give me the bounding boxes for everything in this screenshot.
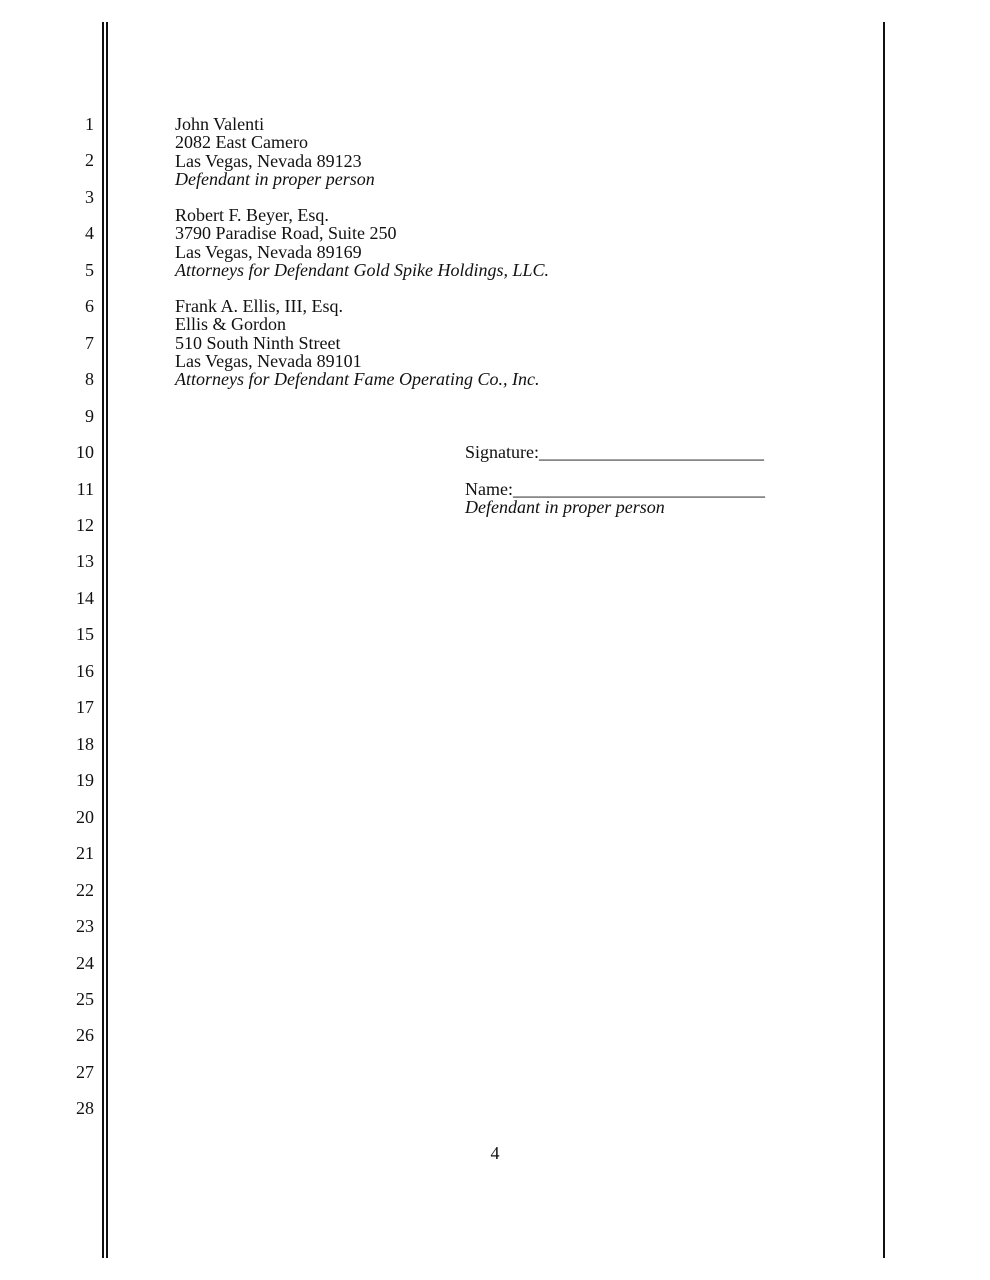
page-number: 4 bbox=[490, 1143, 500, 1163]
party-address-line: 510 South Ninth Street bbox=[175, 332, 341, 353]
party-address-line: Las Vegas, Nevada 89123 bbox=[175, 150, 362, 171]
line-number: 9 bbox=[85, 406, 94, 426]
line-number: 10 bbox=[76, 442, 94, 462]
line-number: 13 bbox=[76, 551, 94, 571]
party-name: Frank A. Ellis, III, Esq. bbox=[175, 296, 343, 316]
line-number: 2 bbox=[85, 150, 94, 170]
line-number: 21 bbox=[76, 843, 94, 863]
line-number: 4 bbox=[85, 223, 94, 243]
party-address-line: Las Vegas, Nevada 89169 bbox=[175, 241, 362, 262]
line-number: 11 bbox=[76, 479, 94, 499]
right-margin-rule bbox=[883, 22, 885, 1258]
line-number: 3 bbox=[85, 187, 94, 207]
left-margin-rule-inner bbox=[106, 22, 108, 1258]
line-number: 25 bbox=[76, 989, 94, 1009]
signature-line[interactable]: Signature:_________________________ bbox=[465, 442, 764, 462]
line-number: 12 bbox=[76, 515, 94, 535]
party-address-line: 2082 East Camero bbox=[175, 132, 308, 153]
line-number: 20 bbox=[76, 807, 94, 827]
line-number: 28 bbox=[76, 1098, 94, 1118]
party-firm: Ellis & Gordon bbox=[175, 314, 286, 335]
line-number: 18 bbox=[76, 734, 94, 754]
line-number: 6 bbox=[85, 296, 94, 316]
left-margin-rule-outer bbox=[102, 22, 104, 1258]
line-number: 23 bbox=[76, 916, 94, 936]
line-number: 17 bbox=[76, 697, 94, 717]
signer-role: Defendant in proper person bbox=[465, 497, 665, 517]
line-number: 15 bbox=[76, 624, 94, 644]
line-number: 14 bbox=[76, 588, 94, 608]
line-number: 5 bbox=[85, 260, 94, 280]
party-role: Attorneys for Defendant Gold Spike Holdings, LLC. bbox=[175, 259, 549, 280]
party-address-line: Las Vegas, Nevada 89101 bbox=[175, 350, 362, 371]
party-name: John Valenti bbox=[175, 114, 265, 134]
party-role: Attorneys for Defendant Fame Operating Co., Inc. bbox=[175, 369, 540, 390]
party-block-ellis bbox=[175, 297, 539, 388]
party-block-beyer bbox=[175, 206, 549, 279]
party-address-line: 3790 Paradise Road, Suite 250 bbox=[175, 223, 397, 244]
party-role: Defendant in proper person bbox=[175, 168, 375, 189]
line-number: 19 bbox=[76, 770, 94, 790]
line-number: 8 bbox=[85, 369, 94, 389]
line-number: 22 bbox=[76, 880, 94, 900]
name-line[interactable]: Name:____________________________ bbox=[465, 479, 765, 499]
line-number: 1 bbox=[85, 114, 94, 134]
line-number: 7 bbox=[85, 333, 94, 353]
party-name: Robert F. Beyer, Esq. bbox=[175, 205, 329, 225]
line-number: 27 bbox=[76, 1062, 94, 1082]
party-block-valenti bbox=[175, 115, 375, 188]
line-number: 24 bbox=[76, 953, 94, 973]
line-number: 16 bbox=[76, 661, 94, 681]
line-number: 26 bbox=[76, 1025, 94, 1045]
